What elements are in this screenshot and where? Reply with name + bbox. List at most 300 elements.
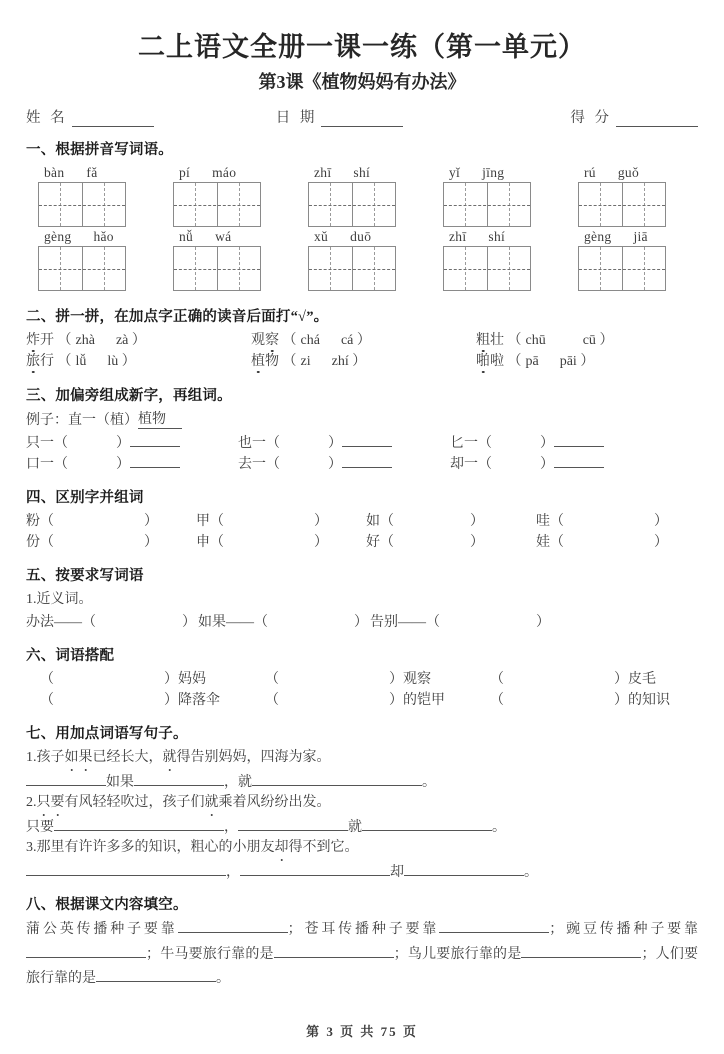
sentence-text: 已经长大， [92,750,163,766]
pinyin-syllable-1: zhī [314,165,332,181]
pinyin-label [443,163,578,182]
collocation-word: 观察 [403,672,431,688]
section-3-heading: 三、加偏旁组成新字，再组词。 [26,388,232,405]
dotted-char: 粗 [476,329,490,349]
dotted-char: 要 [51,792,65,813]
pinyin-row-2 [38,227,724,291]
tianzige-box[interactable] [38,246,126,291]
paren-open: （ [265,672,279,688]
answer-blank[interactable] [238,816,348,831]
dotted-char: 植 [251,350,265,370]
pinyin-label [173,163,308,182]
collocation-word: 皮毛 [628,672,656,688]
synonym-item[interactable] [26,611,198,631]
paren-close: ） [328,457,342,473]
distinguish-item[interactable] [196,531,366,551]
paren-open: （ [57,333,72,349]
dotted-char: 旅 [26,350,40,370]
page-footer: 第 3 页 共 75 页 [306,1024,418,1039]
distinguish-item[interactable] [196,510,366,530]
tianzige-cell[interactable] [444,183,488,226]
pinyin-syllable-1: bàn [44,165,65,181]
section-7-question-3 [26,837,724,858]
pinyin-option-2[interactable]: lù [107,354,119,370]
keyword: 却 [390,865,404,881]
paren-close: ） [144,514,158,530]
pinyin-cell-group [173,227,308,291]
source-word: 办法—— [26,615,82,631]
paren-open: （ [54,457,68,473]
sentence-text: 得告别妈妈，四海为家。 [176,750,331,766]
paren-open: （ [490,672,504,688]
word-char: 开 [40,333,54,349]
pinyin-syllable-1: xǔ [314,229,329,245]
base-char: 匕一 [450,436,478,452]
section-7-question-1 [26,747,724,768]
pinyin-label [578,163,713,182]
keyword: 就 [238,775,252,791]
sentence-text: 得不到它。 [288,840,359,856]
paren-open: （ [266,436,280,452]
pinyin-syllable-2: fǎ [86,165,98,181]
score-label: 得 分 [570,110,612,127]
pinyin-syllable-1: gèng [584,229,612,245]
paren-open: （ [282,333,297,349]
punctuation: ， [226,865,240,881]
paren-open: （ [57,354,72,370]
pinyin-syllable-2: jīng [482,165,505,181]
tianzige-cell[interactable] [83,247,126,290]
sentence-text: 有风轻轻吹过，孩子们 [64,795,205,811]
paren-close: ） [164,693,178,709]
punctuation: ， [224,775,238,791]
pinyin-syllable-2: guǒ [617,165,640,181]
pinyin-option-1[interactable]: zi [300,354,311,370]
tianzige-box[interactable] [578,246,666,291]
fill-text: 蒲公英传播种子要靠 [26,922,178,938]
collocation-item[interactable] [40,668,265,688]
name-field-group [26,106,154,127]
tianzige-box[interactable] [443,182,531,227]
tianzige-cell[interactable] [353,247,396,290]
keyword: 就 [348,820,362,836]
dotted-char: 就 [163,747,177,768]
answer-blank[interactable] [54,816,224,831]
student-meta-row [26,106,698,127]
paren-close: ） [614,693,628,709]
section-1-heading: 一、根据拼音写词语。 [26,142,173,159]
collocation-word: 的铠甲 [403,693,445,709]
sentence-text: 孩子 [36,750,65,766]
char: 娃 [536,535,550,551]
tianzige-cell[interactable] [444,247,488,290]
tianzige-cell[interactable] [353,183,396,226]
paren-close: ） [654,535,668,551]
tianzige-cell[interactable] [623,247,666,290]
section-2-heading: 二、拼一拼，在加点字正确的读音后面打“√”。 [26,309,329,326]
paren-open: （ [254,615,268,631]
section-7-answer-3[interactable] [26,861,724,881]
tianzige-cell[interactable] [488,247,531,290]
fill-blank[interactable] [178,918,288,933]
pinyin-cell-group [38,227,173,291]
pinyin-syllable-1: gèng [44,229,72,245]
word-char: 行 [40,354,54,370]
pinyin-syllable-1: rú [584,165,596,181]
radical-item[interactable] [450,453,604,473]
tianzige-box[interactable] [308,182,396,227]
answer-blank[interactable] [26,771,106,786]
question-number: 1. [26,750,37,766]
collocation-item[interactable] [490,668,656,688]
pinyin-syllable-1: zhī [449,229,467,245]
paren-open: （ [380,514,394,530]
punctuation: ， [224,820,238,836]
word-char: 啦 [490,354,504,370]
tianzige-cell[interactable] [623,183,666,226]
paren-close: ） [580,354,595,370]
meta-spacer [154,106,276,127]
collocation-item[interactable] [265,689,490,709]
score-input-blank[interactable] [616,112,698,127]
source-word: 告别—— [370,615,426,631]
section-3-row-2 [26,453,724,473]
dotted-char: 啪 [476,350,490,370]
tianzige-cell[interactable] [174,183,218,226]
page-title: 二上语文全册一课一练（第一单元） [138,32,586,62]
char: 粉 [26,514,40,530]
pinyin-option-2[interactable]: zà [115,333,129,349]
paren-close: ） [116,457,130,473]
word-blank[interactable] [554,453,604,468]
distinguish-item[interactable] [366,510,536,530]
paren-close: ） [599,333,614,349]
base-char: 口一 [26,457,54,473]
pinyin-label [38,227,173,246]
pinyin-label [38,163,173,182]
answer-blank[interactable] [252,771,422,786]
pinyin-option-1[interactable]: zhà [75,333,95,349]
tianzige-cell[interactable] [83,183,126,226]
pinyin-choice-item[interactable] [26,329,251,349]
radical-item[interactable] [26,453,238,473]
dotted-char: 果 [79,747,93,768]
pinyin-label [443,227,578,246]
answer-blank[interactable] [134,771,224,786]
punctuation: 。 [422,775,436,791]
example-paren: （植） [96,413,138,429]
section-7-question-2 [26,792,724,813]
pinyin-syllable-2: wá [215,229,232,245]
tianzige-cell[interactable] [309,247,353,290]
pinyin-label [308,163,443,182]
word-blank[interactable] [130,432,180,447]
word-blank[interactable] [554,432,604,447]
punctuation: 。 [216,971,230,987]
name-label: 姓 名 [26,110,68,127]
pinyin-cell-group [443,227,578,291]
pinyin-label [173,227,308,246]
fill-blank[interactable] [521,943,641,958]
fill-blank[interactable] [26,943,146,958]
question-number: 3. [26,840,37,856]
sentence-text: 那里有许许多多的知识，粗心的小朋友 [36,840,275,856]
paren-close: ） [389,672,403,688]
pinyin-cell-group [173,163,308,227]
pinyin-choice-item[interactable] [476,350,595,370]
tianzige-cell[interactable] [309,183,353,226]
pinyin-label [308,227,443,246]
paren-open: （ [507,333,522,349]
char: 哇 [536,514,550,530]
pinyin-grid-block [0,163,724,291]
radical-item[interactable] [238,453,450,473]
collocation-word: 妈妈 [178,672,206,688]
tianzige-box[interactable] [308,246,396,291]
source-word: 如果—— [198,615,254,631]
collocation-item[interactable] [40,689,265,709]
tianzige-cell[interactable] [174,247,218,290]
paren-close: ） [144,535,158,551]
paren-open: （ [40,535,54,551]
tianzige-cell[interactable] [579,247,623,290]
paren-close: ） [314,514,328,530]
char: 份 [26,535,40,551]
tianzige-cell[interactable] [39,247,83,290]
distinguish-item[interactable] [536,510,668,530]
char: 如 [366,514,380,530]
tianzige-cell[interactable] [579,183,623,226]
fill-blank[interactable] [274,943,394,958]
tianzige-cell[interactable] [39,183,83,226]
example-label: 例子： [26,413,68,429]
answer-blank[interactable] [362,816,492,831]
distinguish-item[interactable] [536,531,668,551]
dotted-char: 如 [65,747,79,768]
paren-close: ） [470,535,484,551]
paren-close: ） [389,693,403,709]
section-6-row-2 [40,689,724,709]
fill-blank[interactable] [96,967,216,982]
fill-text: ；苍耳传播种子要靠 [287,922,440,938]
section-7-heading: 七、用加点词语写句子。 [26,726,188,743]
meta-spacer [403,106,570,127]
paren-open: （ [490,693,504,709]
paren-close: ） [540,436,554,452]
char: 甲 [196,514,210,530]
collocation-item[interactable] [265,668,490,688]
collocation-word: 的知识 [628,693,670,709]
paren-close: ） [536,615,550,631]
sentence-text: 乘着风纷纷出发。 [218,795,331,811]
keyword: 只要 [26,820,54,836]
tianzige-box[interactable] [443,246,531,291]
section-6-heading: 六、词语搭配 [26,648,115,665]
section-5-heading: 五、按要求写词语 [26,568,144,585]
pinyin-syllable-2: máo [212,165,237,181]
section-3-example [26,408,724,429]
section-7-answer-1[interactable] [26,771,724,791]
section-7-answer-2[interactable] [26,816,724,836]
pinyin-cell-group [38,163,173,227]
pinyin-syllable-1: yǐ [449,165,461,181]
tianzige-box[interactable] [173,246,261,291]
synonym-item[interactable] [198,611,370,631]
section-8-fill-paragraph [26,918,698,992]
tianzige-cell[interactable] [218,247,261,290]
fill-text: ；牛马要旅行靠的是 [146,946,274,962]
dotted-char: 就 [205,792,219,813]
paren-open: （ [380,535,394,551]
paren-open: （ [210,535,224,551]
pinyin-option-2[interactable]: zhí [331,354,349,370]
word-blank[interactable] [342,432,392,447]
pinyin-syllable-2: jiā [633,229,648,245]
fill-text: ；豌豆传播种子要靠 [549,922,699,938]
fill-blank[interactable] [439,918,549,933]
paren-close: ） [314,535,328,551]
example-char: 直一 [68,413,96,429]
dotted-char: 察 [265,329,279,349]
dotted-char: 却 [275,837,289,858]
paren-close: ） [352,354,367,370]
distinguish-item[interactable] [26,510,196,530]
paren-close: ） [116,436,130,452]
tianzige-box[interactable] [173,182,261,227]
pinyin-option-1[interactable]: chá [300,333,320,349]
fill-text: ；人们要旅行靠的是 [26,946,699,987]
paren-close: ） [328,436,342,452]
section-4-row-2 [26,531,724,551]
pinyin-cell-group [578,227,713,291]
tianzige-cell[interactable] [218,183,261,226]
fill-text: ；鸟儿要旅行靠的是 [393,946,522,962]
pinyin-choice-item[interactable] [476,329,614,349]
collocation-word: 降落伞 [178,693,220,709]
distinguish-item[interactable] [366,531,536,551]
pinyin-cell-group [578,163,713,227]
char: 申 [196,535,210,551]
paren-open: （ [478,457,492,473]
pinyin-cell-group [308,163,443,227]
pinyin-option-1[interactable]: chū [525,333,546,349]
paren-close: ） [182,615,196,631]
pinyin-syllable-2: hǎo [93,229,114,245]
section-4-heading: 四、区别字并组词 [26,490,144,507]
dotted-char: 炸 [26,329,40,349]
paren-open: （ [282,354,297,370]
section-6-row-1 [40,668,724,688]
punctuation: 。 [524,865,538,881]
page-subtitle: 第3课《植物妈妈有办法》 [258,72,466,93]
tianzige-box[interactable] [578,182,666,227]
tianzige-cell[interactable] [488,183,531,226]
pinyin-syllable-1: nǚ [179,229,194,245]
radical-item[interactable] [238,432,450,452]
paren-close: ） [164,672,178,688]
answer-blank[interactable] [404,861,524,876]
word-char: 观 [251,333,265,349]
paren-open: （ [478,436,492,452]
word-blank[interactable] [342,453,392,468]
pinyin-option-1[interactable]: pā [525,354,539,370]
paren-open: （ [550,514,564,530]
pinyin-choice-item[interactable] [26,350,251,370]
pinyin-syllable-1: pí [179,165,191,181]
pinyin-syllable-2: shí [488,229,506,245]
paren-open: （ [266,457,280,473]
worksheet-page [0,30,724,1054]
pinyin-row-1 [38,163,724,227]
base-char: 去一 [238,457,266,473]
paren-close: ） [654,514,668,530]
section-2-row-1 [26,329,724,349]
paren-open: （ [265,693,279,709]
pinyin-choice-item[interactable] [251,329,476,349]
char: 好 [366,535,380,551]
paren-close: ） [540,457,554,473]
example-word: 植物 [138,408,182,429]
paren-open: （ [550,535,564,551]
paren-close: ） [121,354,137,370]
date-label: 日 期 [275,110,318,127]
tianzige-box[interactable] [38,182,126,227]
synonym-item[interactable] [370,611,550,631]
paren-open: （ [426,615,440,631]
name-input-blank[interactable] [72,112,154,127]
pinyin-option-2[interactable]: pāi [559,354,577,370]
word-blank[interactable] [130,453,180,468]
pinyin-cell-group [308,227,443,291]
date-input-blank[interactable] [321,112,403,127]
paren-close: ） [131,333,147,349]
collocation-item[interactable] [490,689,670,709]
pinyin-option-1[interactable]: lǚ [75,354,87,370]
distinguish-item[interactable] [26,531,196,551]
paren-open: （ [210,514,224,530]
pinyin-option-2[interactable]: cá [340,333,354,349]
paren-close: ） [614,672,628,688]
pinyin-label [578,227,713,246]
section-5-row [26,611,724,631]
word-char: 壮 [490,333,504,349]
paren-open: （ [507,354,522,370]
pinyin-syllable-2: shí [353,165,371,181]
section-2-row-2 [26,350,724,370]
paren-close: ） [356,333,372,349]
pinyin-choice-item[interactable] [251,350,476,370]
answer-blank[interactable] [240,861,390,876]
radical-item[interactable] [26,432,238,452]
keyword: 如果 [106,775,134,791]
date-field-group [276,106,404,127]
paren-open: （ [40,672,54,688]
radical-item[interactable] [450,432,604,452]
paren-open: （ [40,693,54,709]
word-char: 物 [265,354,279,370]
pinyin-syllable-2: duō [350,229,372,245]
section-3-row-1 [26,432,724,452]
pinyin-cell-group [443,163,578,227]
question-number: 2. [26,795,37,811]
paren-open: （ [40,514,54,530]
base-char: 也一 [238,436,266,452]
pinyin-option-2[interactable]: cū [582,333,596,349]
punctuation: 。 [492,820,506,836]
answer-blank[interactable] [26,861,226,876]
section-8-heading: 八、根据课文内容填空。 [26,897,188,914]
paren-close: ） [470,514,484,530]
